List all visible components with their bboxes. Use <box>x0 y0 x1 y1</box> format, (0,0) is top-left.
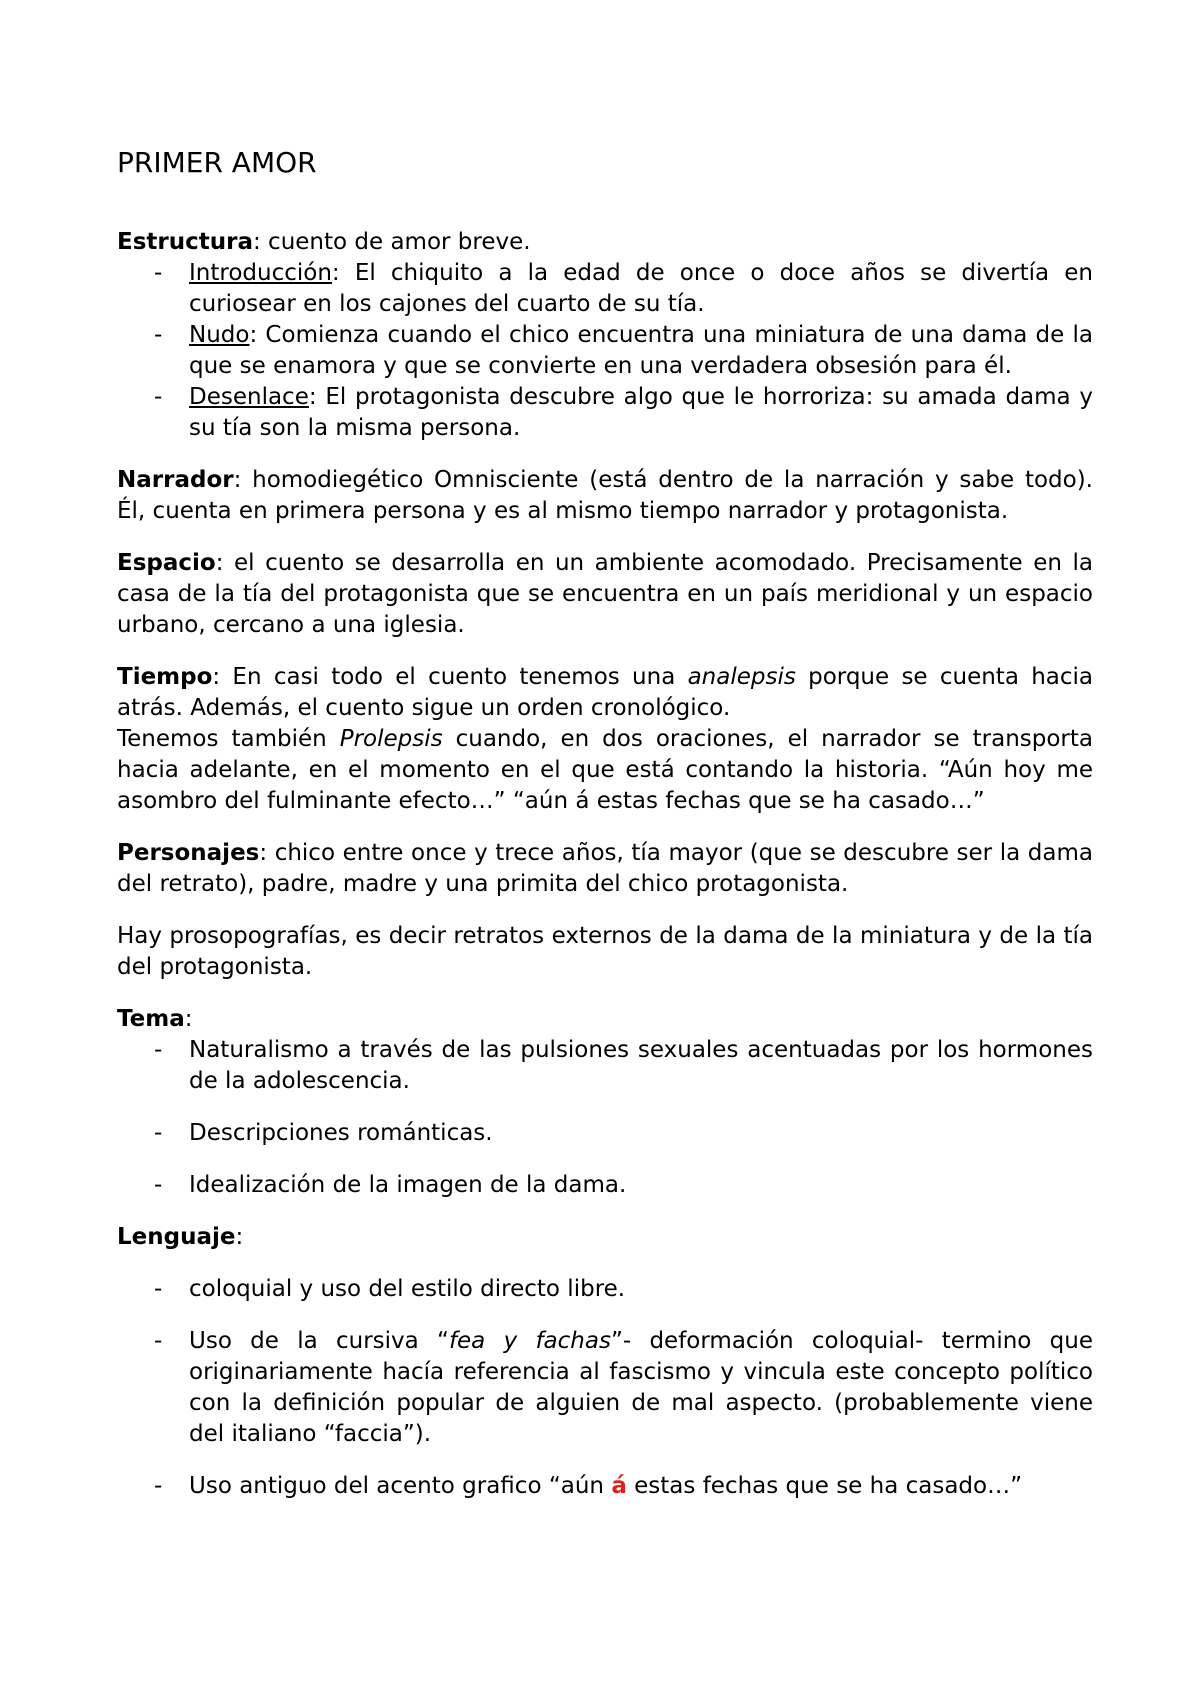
section-narrador <box>117 465 1093 527</box>
lenguaje-text: ”- deformación coloquial- termino que originariamente hacía referencia al fascismo y vincula este concepto político con la definición popular de alguien de mal aspecto. (probablemente viene del italiano “faccia”). <box>189 1328 1093 1447</box>
personajes-label: Personajes <box>117 840 260 866</box>
tiempo-paragraph-2 <box>117 724 1093 817</box>
section-personajes <box>117 838 1093 900</box>
estructura-label: Estructura <box>117 229 253 255</box>
tiempo-label: Tiempo <box>117 664 213 690</box>
narrador-label: Narrador <box>117 467 234 493</box>
tiempo-text: porque se cuenta hacia atrás. Además, el cuento sigue un orden cronológico. <box>117 664 1093 721</box>
espacio-label: Espacio <box>117 550 216 576</box>
prosopografias-paragraph: Hay prosopografías, es decir retratos externos de la dama de la miniatura y de la tía del protagonista. <box>117 923 1093 980</box>
fea-y-fachas-term: fea y fachas <box>448 1328 611 1354</box>
tema-list <box>117 1035 1093 1201</box>
tema-colon: : <box>184 1006 193 1032</box>
list-item: - Naturalismo a través de las pulsiones sexuales acentuadas por los hormones de la adolescencia. <box>117 1035 1093 1097</box>
lenguaje-list <box>117 1274 1093 1502</box>
section-tema <box>117 1004 1093 1201</box>
lenguaje-heading <box>117 1222 1093 1253</box>
document-title: PRIMER AMOR <box>117 146 317 179</box>
section-estructura <box>117 227 1093 444</box>
analepsis-term: analepsis <box>687 664 796 690</box>
tiempo-text: Tenemos también <box>117 726 340 752</box>
section-lenguaje <box>117 1222 1093 1502</box>
prolepsis-term: Prolepsis <box>339 726 443 752</box>
estructura-text: : cuento de amor breve. <box>252 229 531 255</box>
narrador-text: : homodiegético Omnisciente (está dentro de la narración y sabe todo). Él, cuenta en primera persona y es al mismo tiempo narrador y protagonista. <box>117 467 1093 524</box>
tiempo-paragraph-1 <box>117 662 1093 724</box>
tiempo-text: cuando, en dos oraciones, el narrador se transporta hacia adelante, en el momento en el que está contando la historia. “Aún hoy me asombro del fulminante efecto…” “aún á estas fechas que se ha casado…” <box>117 726 1093 814</box>
list-item <box>117 382 1093 444</box>
accent-highlight: á <box>611 1473 627 1499</box>
list-item: - coloquial y uso del estilo directo libre. <box>117 1274 1093 1305</box>
document-content <box>117 146 1093 1523</box>
lenguaje-text: estas fechas que se ha casado…” <box>626 1473 1023 1499</box>
section-espacio <box>117 548 1093 641</box>
list-item <box>117 320 1093 382</box>
lenguaje-colon: : <box>235 1224 244 1250</box>
list-item <box>117 258 1093 320</box>
estructura-item-label: Introducción <box>189 260 332 286</box>
section-tiempo <box>117 662 1093 817</box>
tiempo-text: : En casi todo el cuento tenemos una <box>212 664 688 690</box>
estructura-heading <box>117 227 1093 258</box>
tema-heading <box>117 1004 1093 1035</box>
lenguaje-label: Lenguaje <box>117 1224 236 1250</box>
estructura-item-text: : El protagonista descubre algo que le horroriza: su amada dama y su tía son la misma persona. <box>189 384 1093 441</box>
lenguaje-text: Uso de la cursiva “ <box>189 1328 449 1354</box>
list-item: - Idealización de la imagen de la dama. <box>117 1170 1093 1201</box>
personajes-text: : chico entre once y trece años, tía mayor (que se descubre ser la dama del retrato), padre, madre y una primita del chico protagonista. <box>117 840 1093 897</box>
espacio-text: : el cuento se desarrolla en un ambiente acomodado. Precisamente en la casa de la tía del protagonista que se encuentra en un país meridional y un espacio urbano, cercano a una iglesia. <box>117 550 1093 638</box>
estructura-item-label: Desenlace <box>189 384 309 410</box>
list-item <box>117 1326 1093 1450</box>
tema-label: Tema <box>117 1006 185 1032</box>
estructura-item-text: : El chiquito a la edad de once o doce años se divertía en curiosear en los cajones del cuarto de su tía. <box>189 260 1093 317</box>
estructura-item-text: : Comienza cuando el chico encuentra una miniatura de una dama de la que se enamora y que se convierte en una verdadera obsesión para él. <box>189 322 1093 379</box>
lenguaje-text: Uso antiguo del acento grafico “aún <box>189 1473 612 1499</box>
list-item <box>117 1471 1093 1502</box>
estructura-list <box>117 258 1093 444</box>
list-item: - Descripciones románticas. <box>117 1118 1093 1149</box>
estructura-item-label: Nudo <box>189 322 250 348</box>
